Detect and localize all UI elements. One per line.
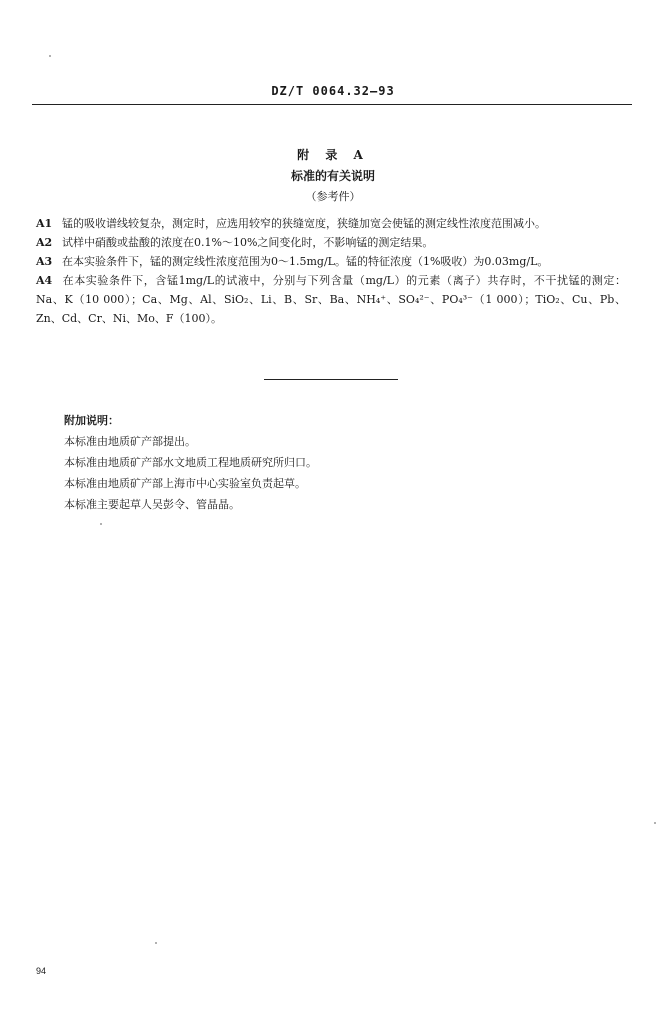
notes-heading: 附加说明： bbox=[64, 414, 119, 427]
clause-a2 bbox=[36, 233, 626, 252]
clause-id: A4 bbox=[36, 274, 53, 287]
clause-id: A2 bbox=[36, 236, 53, 249]
clause-a3 bbox=[36, 252, 626, 271]
clause-list bbox=[36, 214, 626, 328]
standard-code: DZ/T 0064.32—93 bbox=[271, 84, 395, 98]
note-line: 本标准由地质矿产部上海市中心实验室负责起草。 bbox=[64, 477, 306, 490]
appendix-type: （参考件） bbox=[305, 190, 361, 203]
additional-notes bbox=[64, 410, 604, 515]
appendix-subtitle: 标准的有关说明 bbox=[290, 169, 375, 183]
scan-speck bbox=[100, 523, 102, 525]
page-number: 94 bbox=[36, 966, 47, 976]
clause-id: A3 bbox=[36, 255, 53, 268]
clause-text: 试样中硝酸或盐酸的浓度在0.1%～10%之间变化时，不影响锰的测定结果。 bbox=[62, 236, 434, 249]
clause-id: A1 bbox=[36, 217, 53, 230]
clause-text: 在本实验条件下，含锰1mg/L的试液中，分别与下列含量（mg/L）的元素（离子）共存时，不干扰锰的测定：Na、K（10 000）；Ca、Mg、Al、SiO₂、Li、B、Sr、Ba、NH₄⁺、SO₄²⁻、PO₄³⁻（1 000）；TiO₂、Cu、Pb、Zn、Cd、Cr、Ni、Mo、F（100）。 bbox=[36, 274, 626, 325]
scan-speck bbox=[155, 942, 157, 944]
section-divider bbox=[264, 379, 398, 380]
note-line: 本标准主要起草人吴彭令、管晶晶。 bbox=[64, 498, 240, 511]
scan-speck bbox=[49, 55, 51, 57]
scan-speck bbox=[654, 822, 656, 824]
clause-text: 锰的吸收谱线较复杂，测定时，应选用较窄的狭缝宽度，狭缝加宽会使锰的测定线性浓度范围减小。 bbox=[62, 217, 546, 230]
header-rule bbox=[32, 104, 632, 105]
appendix-title: 附 录 A bbox=[297, 148, 369, 162]
note-line: 本标准由地质矿产部提出。 bbox=[64, 435, 196, 448]
clause-text: 在本实验条件下，锰的测定线性浓度范围为0～1.5mg/L。锰的特征浓度（1%吸收）为0.03mg/L。 bbox=[62, 255, 549, 268]
clause-a4 bbox=[36, 271, 626, 328]
clause-a1 bbox=[36, 214, 626, 233]
note-line: 本标准由地质矿产部水文地质工程地质研究所归口。 bbox=[64, 456, 317, 469]
appendix-heading bbox=[0, 146, 666, 204]
